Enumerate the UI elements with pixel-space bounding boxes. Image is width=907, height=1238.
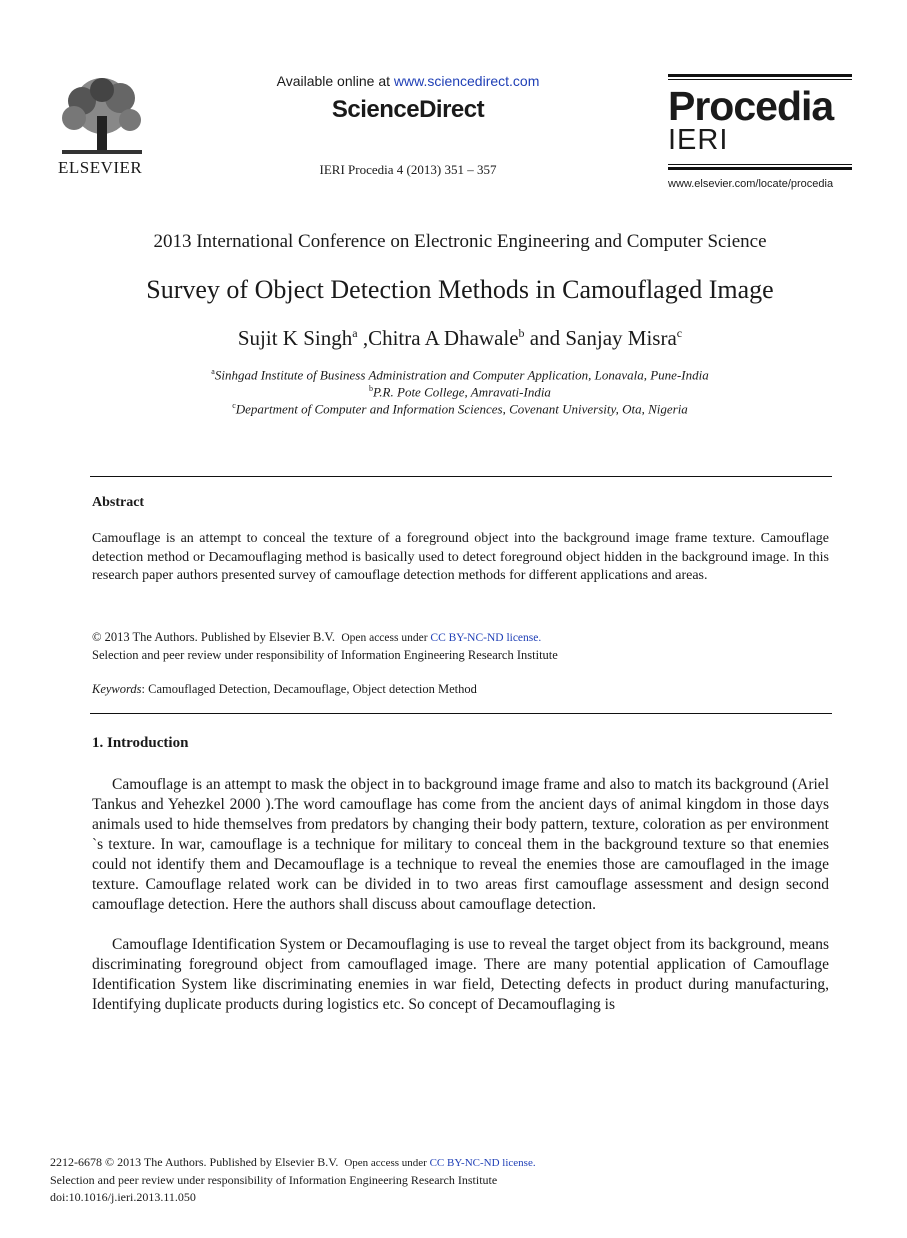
sciencedirect-link[interactable]: www.sciencedirect.com <box>393 73 540 89</box>
keywords <box>92 682 829 697</box>
footer-license-link[interactable]: CC BY-NC-ND license. <box>429 1157 536 1169</box>
page-footer <box>50 1154 810 1206</box>
affiliation-text: Department of Computer and Information Sciences, Covenant University, Ota, Nigeria <box>235 401 688 417</box>
author-list <box>60 326 860 351</box>
affiliation-text: Sinhgad Institute of Business Administration and Computer Application, Lonavala, Pune-India <box>214 367 709 383</box>
logo-rule <box>668 167 852 170</box>
affiliation-sup: a <box>211 367 215 376</box>
author-name: and Sanjay Misra <box>524 326 677 350</box>
publisher-name: ELSEVIER <box>58 158 143 177</box>
author-sup: b <box>518 326 525 340</box>
section-heading: 1. Introduction <box>92 735 189 751</box>
footer-review: Selection and peer review under responsibility of Information Engineering Research Institute <box>50 1173 498 1187</box>
intro-paragraph: Camouflage is an attempt to mask the object in to background image frame and also to match its background (Ariel Tankus and Yehezkel 2000 ).The word camouflage has come from the ancient days of animal kingdom in those days animals used to hide themselves from predators by changing their body pattern, texture, coloration as per environment `s texture. In war, camouflage is a technique for military to conceal them in the background texture so that enemies could not identify them and Decamouflage is a technique to reveal the enemies those are camouflaged in the image texture. Camouflage related work can be divided in to two areas first camouflage assessment and design second camouflage detection. Here the authors shall discuss about camouflage detection. <box>92 776 829 913</box>
paper-title: Survey of Object Detection Methods in Camouflaged Image <box>146 275 774 304</box>
peer-review-text: Selection and peer review under responsibility of Information Engineering Research Institute <box>92 648 558 662</box>
keywords-label: Keywords <box>92 682 142 696</box>
available-prefix: Available online at <box>276 73 394 89</box>
affiliation <box>60 367 860 383</box>
intro-paragraph: Camouflage Identification System or Decamouflaging is use to reveal the target object from its background, means discriminating foreground object from camouflaged image. There are many potential application of Camouflage Identification System like discriminating enemies in war field, Detecting defects in product during manufacturing, Identifying duplicate products during logistics etc. So concept of Decamouflaging is <box>92 936 829 1013</box>
affiliation-sup: b <box>369 384 374 393</box>
abstract-text: Camouflage is an attempt to conceal the texture of a foreground object into the background image frame texture. Camouflage detection method or Decamouflaging method is basically used to detect foreground object hidden in the background image. In this research paper authors presented survey of camouflage detection methods for different applications and areas. <box>92 531 829 583</box>
open-access-text: Open access under <box>341 632 431 644</box>
journal-name: Procedia <box>668 83 834 129</box>
keywords-text: : Camouflaged Detection, Decamouflage, Object detection Method <box>141 682 477 696</box>
author-sup: c <box>676 326 683 340</box>
section-divider <box>90 476 832 477</box>
journal-sub: IERI <box>668 124 729 156</box>
affiliation <box>60 384 860 400</box>
affiliation-sup: c <box>232 401 236 410</box>
footer-open-access: Open access under <box>344 1157 430 1169</box>
conference-name: 2013 International Conference on Electronic Engineering and Computer Science <box>153 231 767 252</box>
author-name: ,Chitra A Dhawale <box>357 326 519 350</box>
section-divider <box>90 713 832 714</box>
copyright-block <box>92 629 829 664</box>
sciencedirect-brand: ScienceDirect <box>331 96 485 123</box>
journal-url[interactable]: www.elsevier.com/locate/procedia <box>668 178 834 190</box>
logo-rule <box>668 79 852 80</box>
footer-copyright: 2212-6678 © 2013 The Authors. Published by Elsevier B.V. <box>50 1155 339 1169</box>
procedia-logo <box>668 74 852 170</box>
author-sup: a <box>352 326 358 340</box>
footer-doi[interactable]: doi:10.1016/j.ieri.2013.11.050 <box>50 1190 196 1204</box>
affiliation <box>60 401 860 417</box>
abstract-heading: Abstract <box>92 495 145 510</box>
affiliation-text: P.R. Pote College, Amravati-India <box>373 384 551 400</box>
copyright-text: © 2013 The Authors. Published by Elsevier B.V. <box>92 630 336 644</box>
available-online <box>258 73 558 89</box>
journal-citation: IERI Procedia 4 (2013) 351 – 357 <box>319 162 497 177</box>
license-link[interactable]: CC BY-NC-ND license. <box>430 632 542 644</box>
author-name: Sujit K Singh <box>237 326 353 350</box>
